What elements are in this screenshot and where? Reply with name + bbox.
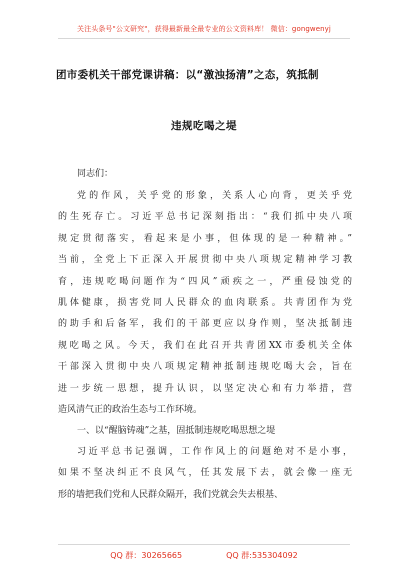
document-title-line-2: 违规吃喝之堤 (171, 120, 237, 132)
text-line: 形的墙把我们党和人民群众隔开，我们党就会失去根基、 (58, 489, 284, 500)
greeting: 同志们： (77, 169, 114, 179)
section-heading-block (58, 421, 352, 442)
footer-qq-group-1: QQ 群：30265665 (110, 551, 183, 560)
text-line: 当前，全党上下正深入开展贯彻中央八项规定精神学习教 (58, 255, 352, 266)
text-line: 肌体健康，损害党同人民群众的血肉联系。共青团作为党 (58, 297, 352, 308)
section-paragraph (58, 442, 352, 506)
text-line: 的助手和后备军，我们的干部更应以身作则，坚决抵制违 (58, 319, 352, 330)
text-line: 干部深入贯彻中央八项规定精神抵制违规吃喝大会，旨在 (58, 362, 352, 373)
text-line: 如果不坚决纠正不良风气，任其发展下去，就会像一座无 (58, 468, 352, 479)
text-line: 育，违规吃喝问题作为“四风”顽疾之一，严重侵蚀党的 (58, 276, 352, 287)
header-divider (58, 38, 350, 39)
text-line: 规定贯彻落实，看起来是小事，但体现的是一种精神。” (58, 233, 352, 244)
text-line: 党的作风，关乎党的形象，关系人心向背，更关乎党 (77, 191, 352, 201)
footer-contacts (0, 550, 408, 561)
text-line: 的生死存亡。习近平总书记深刻指出：“我们抓中央八项 (58, 212, 352, 223)
section-heading: 一、以“醒脑铸魂”之基，固抵制违规吃喝思想之堤 (77, 426, 276, 436)
text-line: 习近平总书记强调，工作作风上的问题绝对不是小事， (77, 447, 352, 457)
footer-divider (58, 544, 350, 545)
text-line: 规吃喝之风。今天，我们在此召开共青团XX市委机关全体 (58, 340, 352, 351)
text-line: 进一步统一思想，提升认识，以坚定决心和有力举措，营 (58, 383, 352, 394)
document-title-line-1: 团市委机关干部党课讲稿：以“激浊扬清”之态，筑抵制 (56, 69, 319, 81)
header-notice: 关注头条号"公文研究"，获得最新最全最专业的公文资料库！ 微信：gongwenyj (77, 25, 331, 33)
footer-qq-group-2: QQ 群:535304092 (226, 551, 298, 560)
body-paragraph (58, 186, 352, 421)
text-line: 造风清气正的政治生态与工作环境。 (58, 404, 203, 415)
